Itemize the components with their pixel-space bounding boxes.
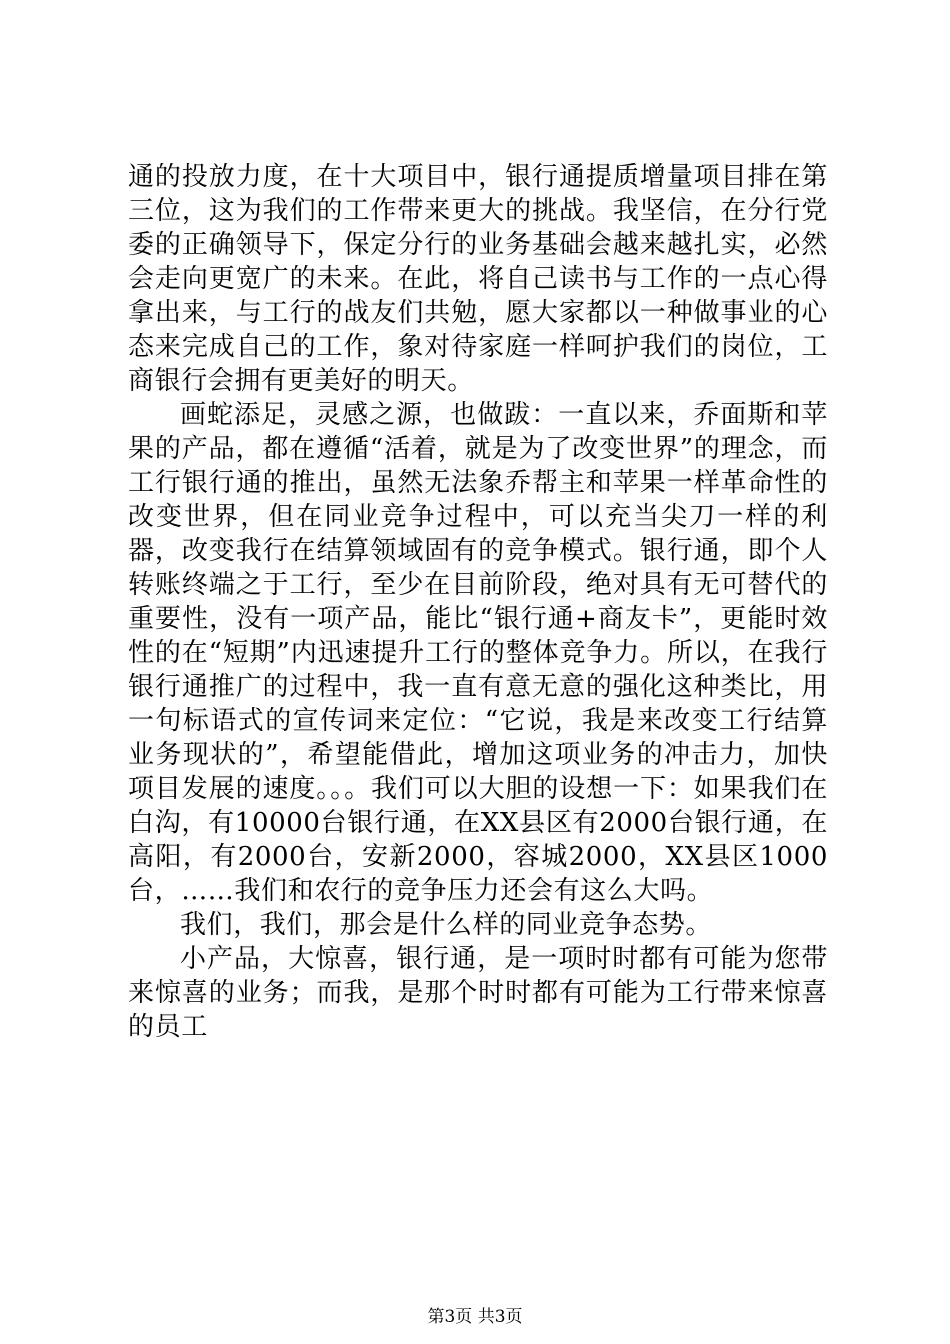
paragraph-postscript: 画蛇添足，灵感之源，也做跋：一直以来，乔面斯和苹果的产品，都在遵循“活着，就是为了改变世界”的理念，而工行银行通的推出，虽然无法象乔帮主和苹果一样革命性的改变世界，但在同业竞争过程中，可以充当尖刀一样的利器，改变我行在结算领域固有的竞争模式。银行通，即个人转账终端之于工行，至少在目前阶段，绝对具有无可替代的重要性，没有一项产品，能比“银行通+商友卡”，更能时效性的在“短期”内迅速提升工行的整体竞争力。所以，在我行银行通推广的过程中，我一直有意无意的强化这种类比，用一句标语式的宣传词来定位：“它说，我是来改变工行结算业务现状的”，希望能借此，增加这项业务的冲击力，加快项目发展的速度。。。我们可以大胆的设想一下：如果我们在白沟，有10000台银行通，在XX县区有2000台银行通，在高阳，有2000台，安新2000，容城2000，XX县区1000台，……我们和农行的竞争压力还会有这么大吗。 xyxy=(128,400,828,906)
document-body xyxy=(128,160,828,1044)
paragraph-closing: 小产品，大惊喜，银行通，是一项时时都有可能为您带来惊喜的业务；而我，是那个时时都有可能为工行带来惊喜的员工 xyxy=(128,944,828,1042)
paragraph-continuation: 通的投放力度，在十大项目中，银行通提质增量项目排在第三位，这为我们的工作带来更大的挑战。我坚信，在分行党委的正确领导下，保定分行的业务基础会越来越扎实，必然会走向更宽广的未来。在此，将自己读书与工作的一点心得拿出来，与工行的战友们共勉，愿大家都以一种做事业的心态来完成自己的工作，象对待家庭一样呵护我们的岗位，工商银行会拥有更美好的明天。 xyxy=(128,162,828,396)
page-footer: 第3页 共3页 xyxy=(427,1307,523,1327)
paragraph-question: 我们，我们，那会是什么样的同业竞争态势。 xyxy=(180,910,713,940)
